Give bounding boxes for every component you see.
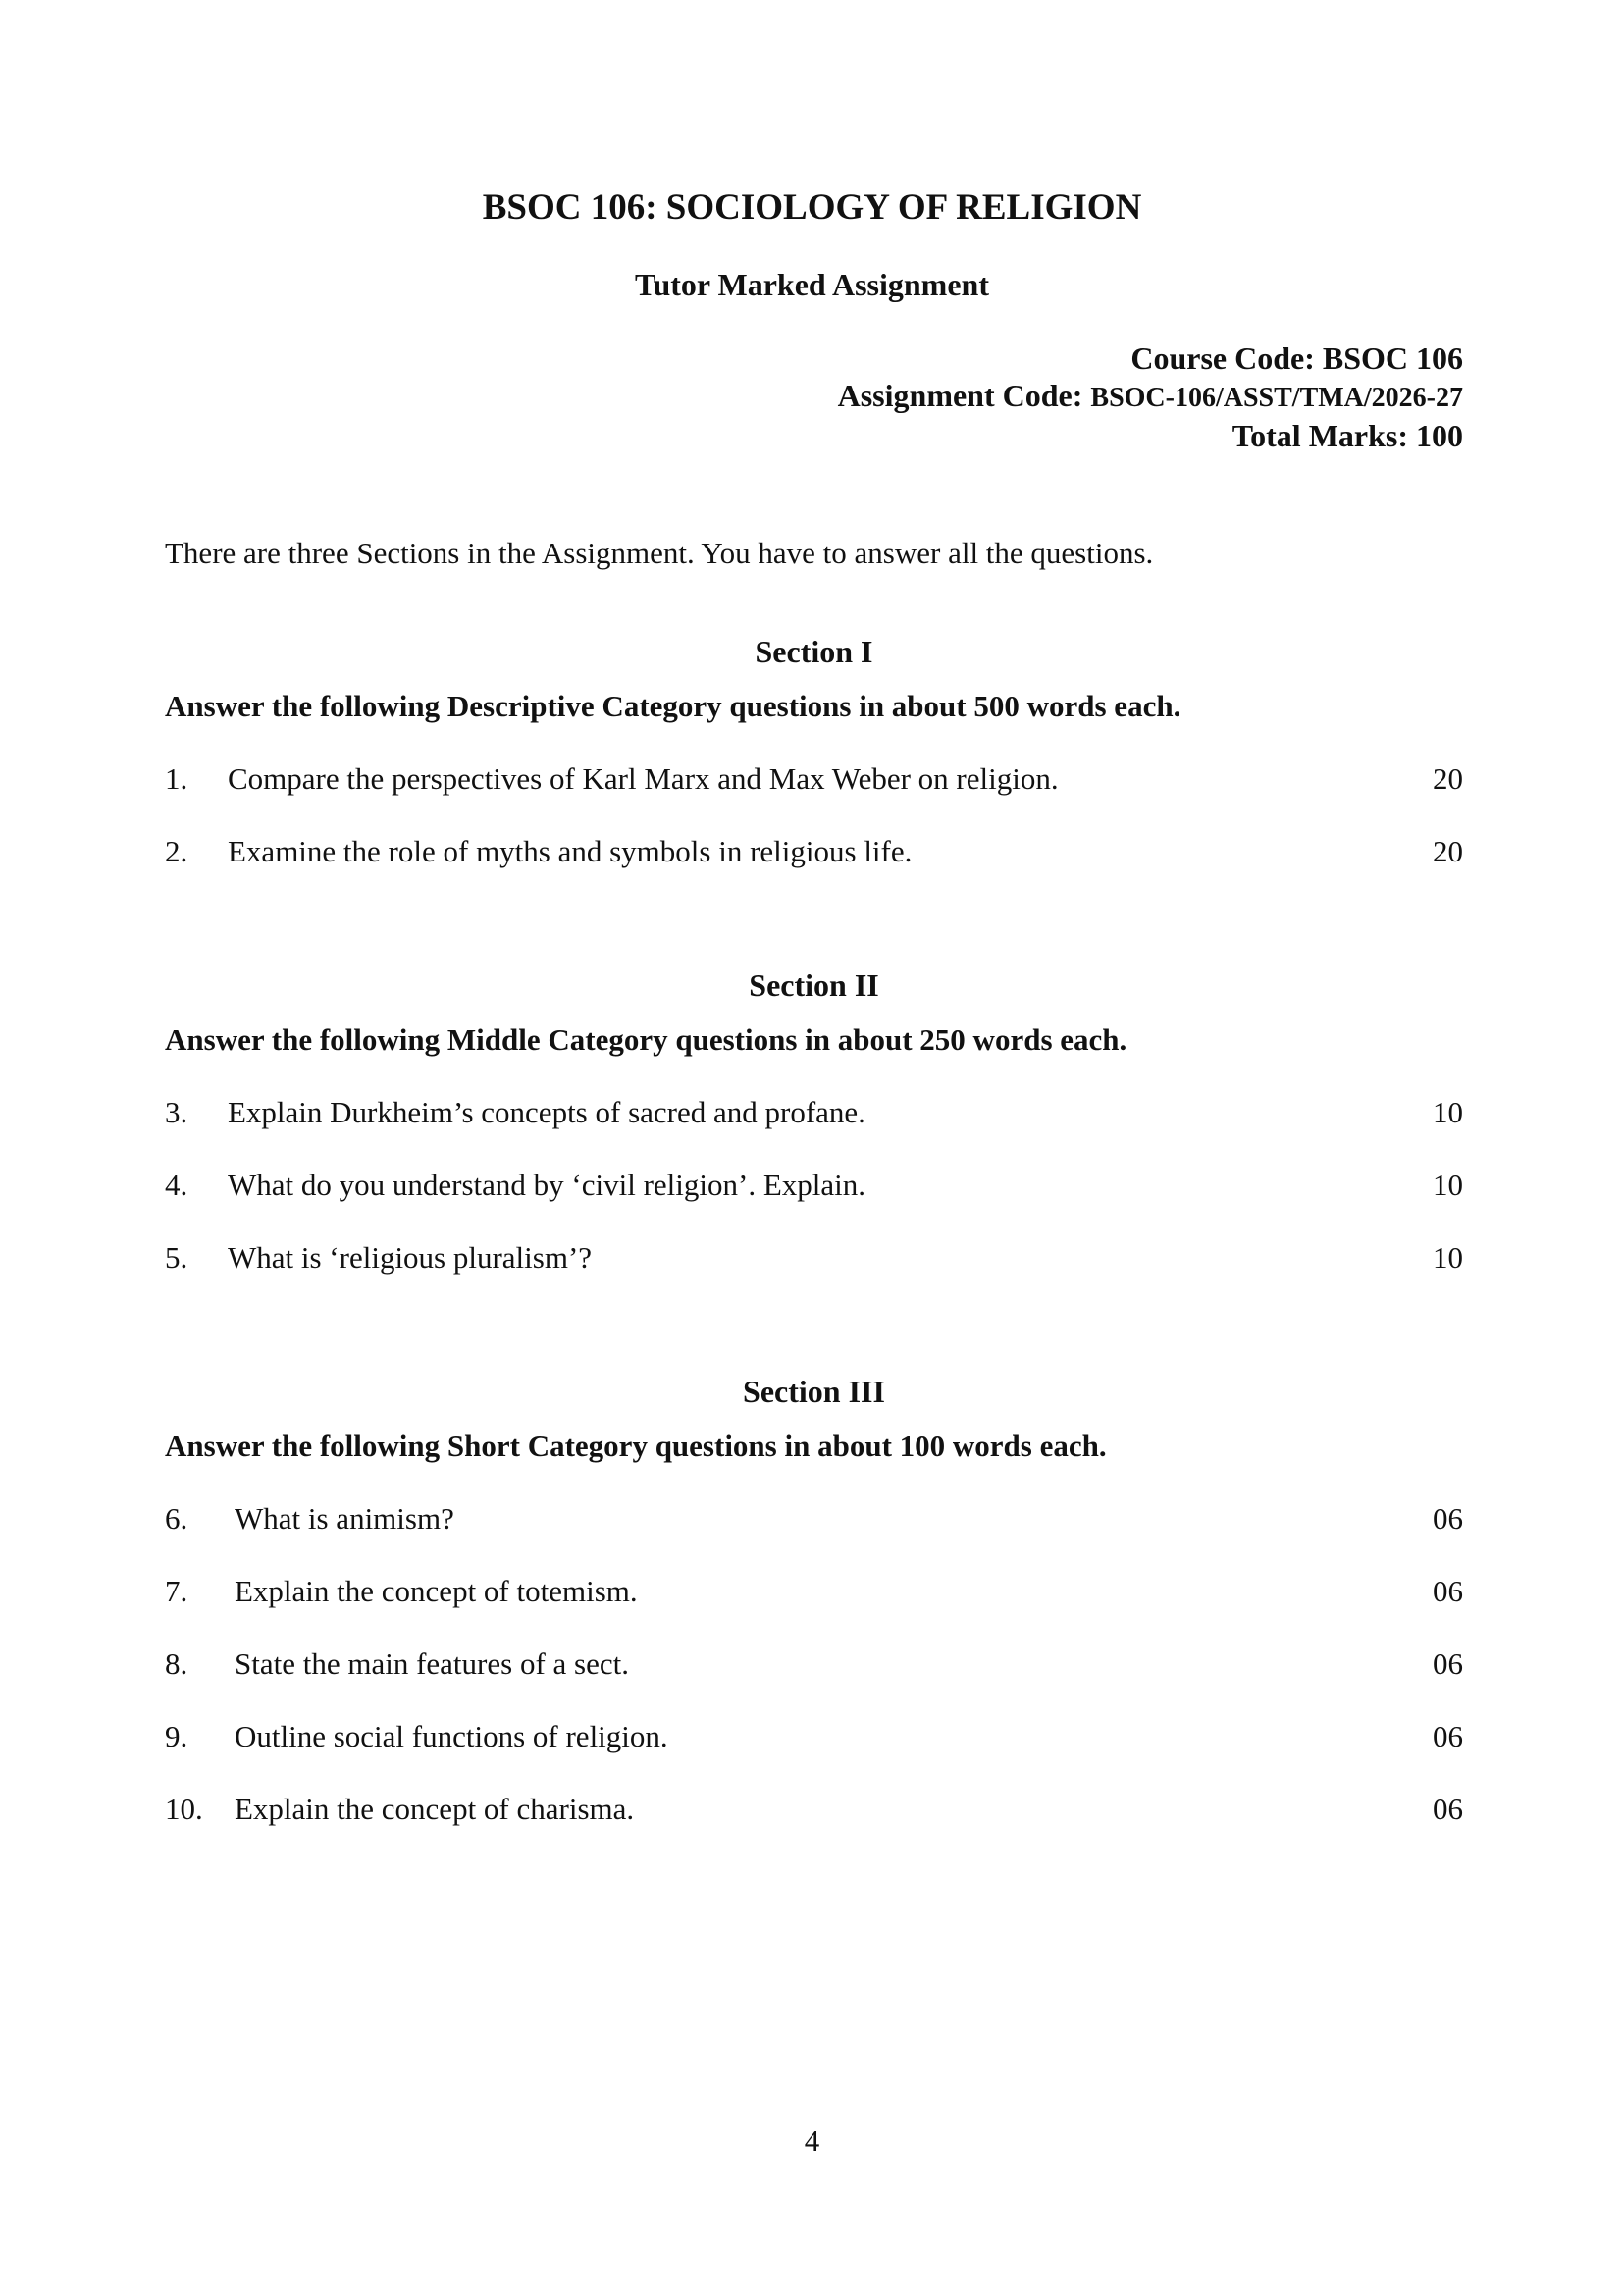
assignment-code	[838, 377, 1463, 417]
question-row	[165, 1790, 1463, 1862]
question-row	[165, 1093, 1463, 1166]
assignment-code-label: Assignment Code:	[837, 378, 1091, 413]
section-1	[165, 632, 1463, 905]
assignment-code-value: BSOC-106/ASST/TMA/2026-27	[1090, 383, 1463, 413]
course-code: Course Code: BSOC 106	[1130, 340, 1463, 376]
question-marks: 06	[1433, 1501, 1463, 1536]
document-title: BSOC 106: SOCIOLOGY OF RELIGION	[482, 187, 1142, 228]
question-number: 10.	[165, 1792, 203, 1826]
question-marks: 10	[1433, 1095, 1463, 1129]
total-marks: Total Marks: 100	[1231, 418, 1463, 453]
section-instruction: Answer the following Descriptive Category questions in about 500 words each.	[165, 689, 1181, 723]
intro-text: There are three Sections in the Assignment. You have to answer all the questions.	[165, 536, 1154, 570]
question-row	[165, 1644, 1463, 1717]
document-subtitle: Tutor Marked Assignment	[635, 267, 989, 302]
question-row	[165, 1572, 1463, 1644]
question-number: 2.	[165, 834, 188, 868]
question-number: 7.	[165, 1574, 188, 1608]
question-row	[165, 1499, 1463, 1572]
question-text: Compare the perspectives of Karl Marx and Max Weber on religion.	[228, 761, 1059, 796]
question-text: What is ‘religious pluralism’?	[228, 1240, 593, 1275]
question-number: 5.	[165, 1240, 188, 1275]
question-text: Examine the role of myths and symbols in religious life.	[228, 834, 913, 868]
question-row	[165, 1717, 1463, 1790]
question-row	[165, 1238, 1463, 1311]
section-instruction: Answer the following Short Category questions in about 100 words each.	[165, 1429, 1107, 1463]
question-text: State the main features of a sect.	[235, 1646, 629, 1681]
question-marks: 06	[1433, 1646, 1463, 1681]
question-text: What is animism?	[235, 1501, 454, 1536]
question-number: 1.	[165, 761, 188, 796]
question-number: 8.	[165, 1646, 188, 1681]
section-heading: Section I	[755, 634, 873, 669]
question-text: Explain the concept of charisma.	[235, 1792, 635, 1826]
section-2	[165, 965, 1463, 1311]
assignment-codes-block	[838, 339, 1463, 454]
question-number: 3.	[165, 1095, 188, 1129]
question-marks: 20	[1433, 761, 1463, 796]
question-marks: 06	[1433, 1719, 1463, 1753]
question-marks: 06	[1433, 1792, 1463, 1826]
section-heading: Section III	[743, 1374, 885, 1409]
question-number: 4.	[165, 1168, 188, 1202]
question-number: 6.	[165, 1501, 188, 1536]
question-marks: 10	[1433, 1168, 1463, 1202]
question-text: What do you understand by ‘civil religion’. Explain.	[228, 1168, 865, 1202]
question-marks: 10	[1433, 1240, 1463, 1275]
question-text: Explain Durkheim’s concepts of sacred and profane.	[228, 1095, 865, 1129]
question-row	[165, 759, 1463, 832]
question-marks: 06	[1433, 1574, 1463, 1608]
section-heading: Section II	[749, 967, 879, 1003]
page-number: 4	[804, 2123, 820, 2158]
question-row	[165, 1166, 1463, 1238]
section-3	[165, 1372, 1463, 1862]
question-row	[165, 832, 1463, 905]
question-number: 9.	[165, 1719, 188, 1753]
question-marks: 20	[1433, 834, 1463, 868]
question-text: Explain the concept of totemism.	[235, 1574, 638, 1608]
question-text: Outline social functions of religion.	[235, 1719, 668, 1753]
section-instruction: Answer the following Middle Category questions in about 250 words each.	[165, 1022, 1127, 1057]
